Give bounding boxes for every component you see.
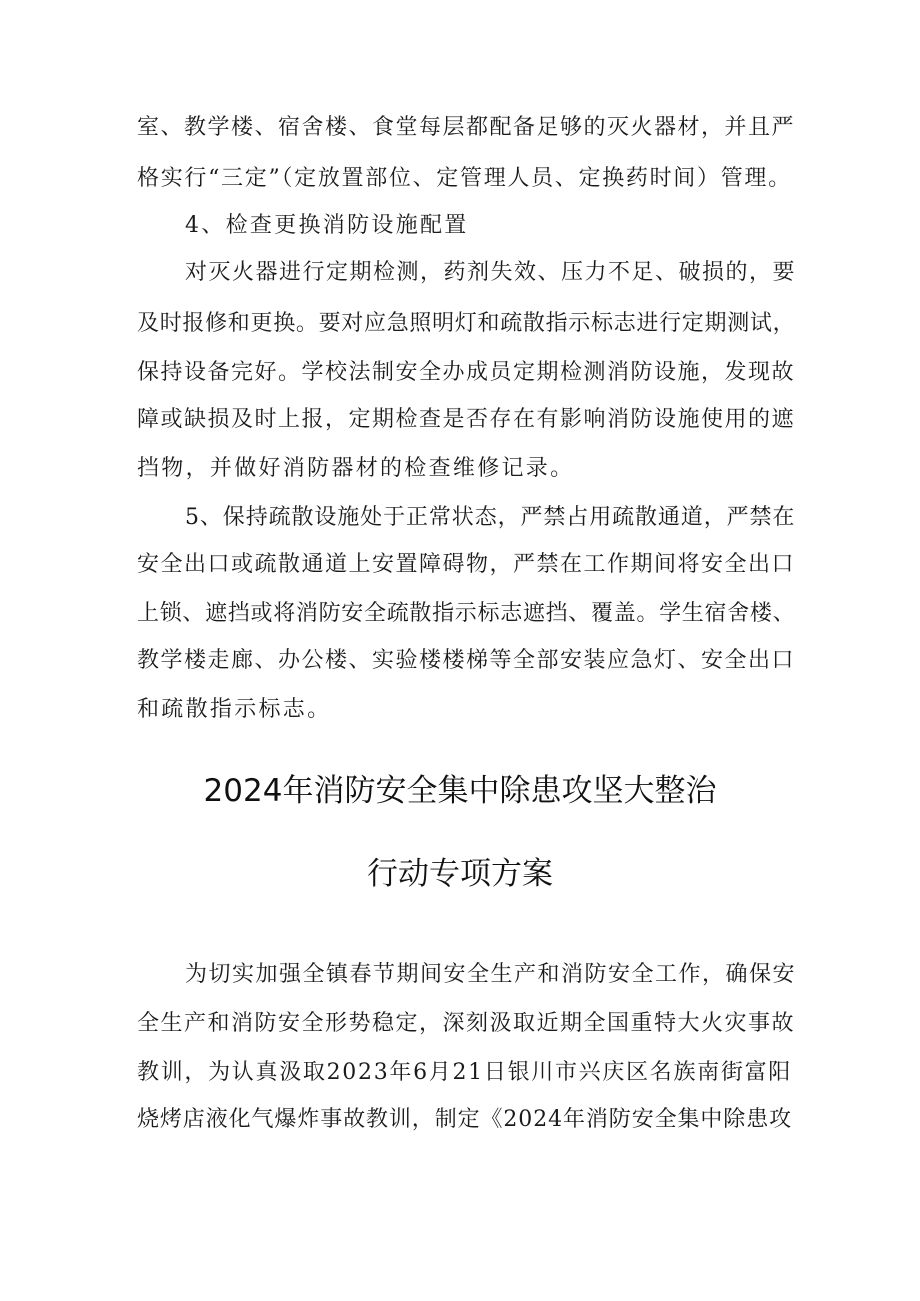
body-text-line: 对灭火器进行定期检测，药剂失效、压力不足、破损的，要 <box>185 260 797 285</box>
body-text-line: 教学楼走廊、办公楼、实验楼楼梯等全部安装应急灯、安全出口 <box>137 648 796 673</box>
body-text-line: 5、保持疏散设施处于正常状态，严禁占用疏散通道，严禁在 <box>185 505 796 530</box>
body-text-line: 挡物，并做好消防器材的检查维修记录。 <box>137 456 575 481</box>
document-title-line-2: 行动专项方案 <box>367 856 553 892</box>
body-text-line: 格实行“三定”（定放置部位、定管理人员、定换药时间）管理。 <box>137 166 792 191</box>
body-text-line: 室、教学楼、宿舍楼、食堂每层都配备足够的灭火器材，并且严 <box>137 115 796 140</box>
body-text-line: 烧烤店液化气爆炸事故教训，制定《2024年消防安全集中除患攻 <box>137 1107 792 1132</box>
body-text-line: 安全出口或疏散通道上安置障碍物，严禁在工作期间将安全出口 <box>137 552 796 577</box>
body-text-line: 全生产和消防安全形势稳定，深刻汲取近期全国重特大火灾事故 <box>137 1011 796 1036</box>
body-text-line: 为切实加强全镇春节期间安全生产和消防安全工作，确保安 <box>185 962 797 987</box>
body-text-line: 上锁、遮挡或将消防安全疏散指示标志遮挡、覆盖。学生宿舍楼、 <box>137 601 796 626</box>
body-text-line: 及时报修和更换。要对应急照明灯和疏散指示标志进行定期测试， <box>137 311 796 336</box>
body-text-line: 障或缺损及时上报，定期检查是否存在有影响消防设施使用的遮 <box>137 407 796 432</box>
document-title-line-1: 2024年消防安全集中除患攻坚大整治 <box>203 773 717 809</box>
body-text-line: 和疏散指示标志。 <box>137 697 332 722</box>
body-text-line: 保持设备完好。学校法制安全办成员定期检测消防设施，发现故 <box>137 360 796 385</box>
body-text-line: 教训，为认真汲取2023年6月21日银川市兴庆区名族南街富阳 <box>137 1060 792 1085</box>
section-heading-4: 4、检查更换消防设施配置 <box>185 213 469 238</box>
